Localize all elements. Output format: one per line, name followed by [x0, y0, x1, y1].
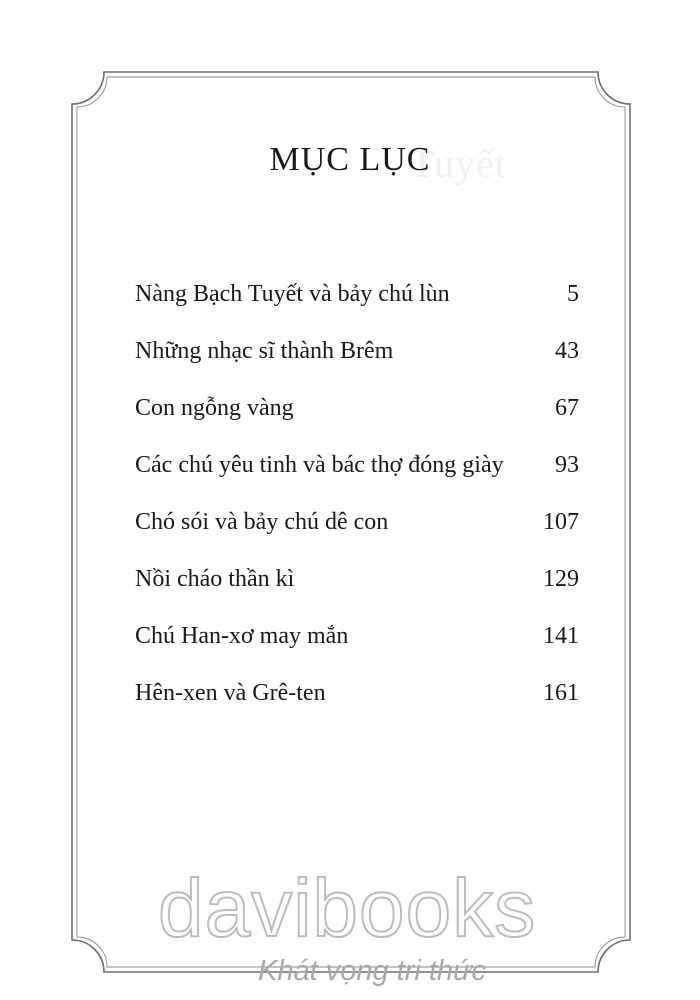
toc-entry-title: Chú Han-xơ may mắn [135, 623, 349, 649]
toc-entry-page: 5 [567, 281, 579, 307]
toc-entry[interactable] [135, 504, 579, 561]
toc-entry-page: 93 [555, 452, 579, 478]
toc-entry-title: Những nhạc sĩ thành Brêm [135, 338, 394, 364]
toc-entry-title: Nồi cháo thần kì [135, 566, 295, 592]
toc-entry[interactable] [135, 333, 579, 390]
toc-entry[interactable] [135, 390, 579, 447]
toc-entry-page: 67 [555, 395, 579, 421]
watermark-slogan: Khát vọng tri thức [258, 955, 486, 987]
toc-entry-page: 161 [543, 680, 579, 706]
toc-entry-page: 141 [543, 623, 579, 649]
toc-entry[interactable] [135, 447, 579, 504]
toc-entry-title: Nàng Bạch Tuyết và bảy chú lùn [135, 281, 450, 307]
toc-entry-title: Con ngỗng vàng [135, 395, 294, 421]
toc-entry[interactable] [135, 276, 579, 333]
page-title: MỤC LỤC [269, 141, 431, 178]
toc-entry[interactable] [135, 675, 579, 732]
toc-entry[interactable] [135, 618, 579, 675]
watermark-brand: davibooks [158, 863, 537, 954]
toc-entry-title: Chó sói và bảy chú dê con [135, 509, 389, 535]
toc-entry-title: Hên-xen và Grê-ten [135, 680, 326, 706]
toc-entry[interactable] [135, 561, 579, 618]
toc-entry-page: 107 [543, 509, 579, 535]
toc-entry-page: 129 [543, 566, 579, 592]
table-of-contents [135, 276, 579, 732]
toc-entry-title: Các chú yêu tinh và bác thợ đóng giày [135, 452, 504, 478]
bleed-through-text: Tuyết [410, 141, 507, 186]
toc-entry-page: 43 [555, 338, 579, 364]
